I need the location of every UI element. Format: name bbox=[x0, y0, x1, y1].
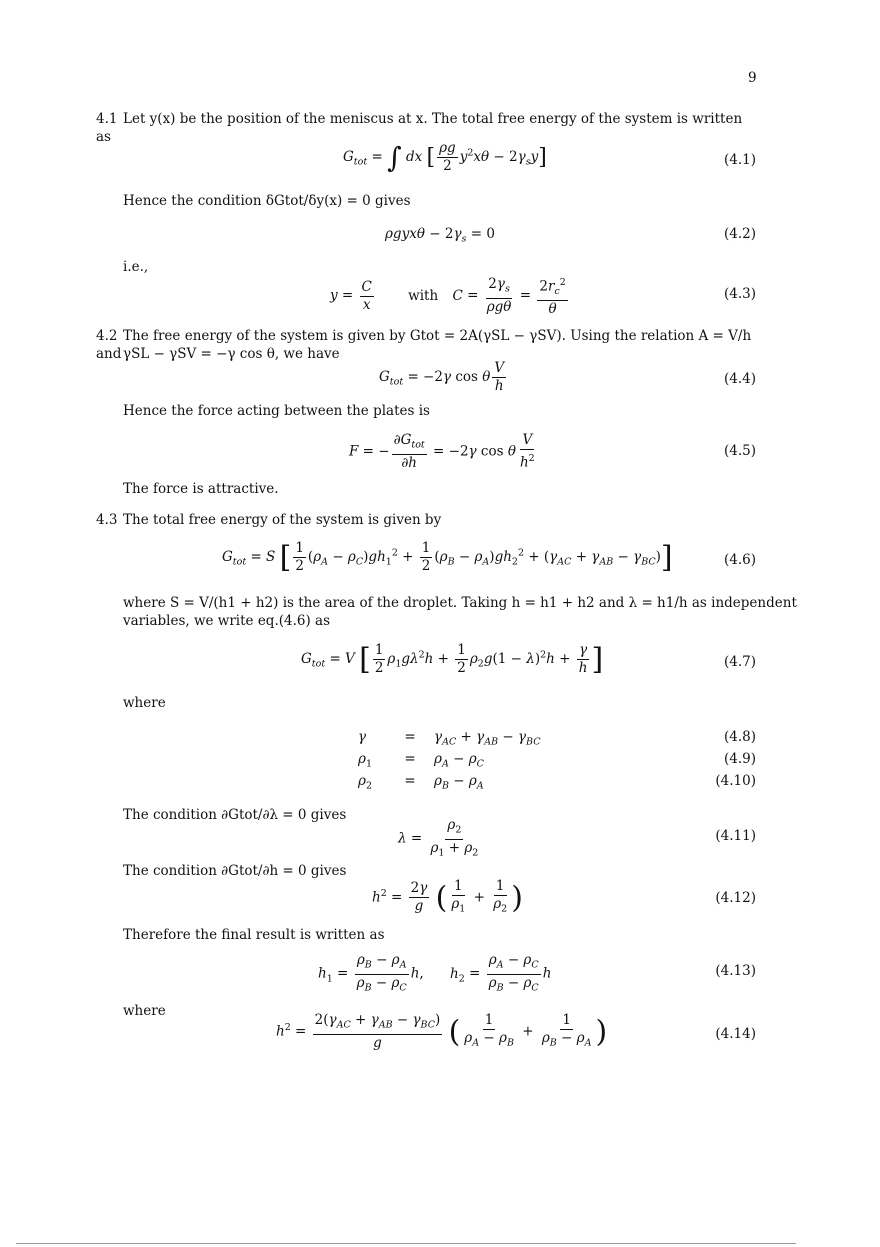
text-4-1-intro: Let y(x) be the position of the meniscus at x. The total free energy of the system is written as bbox=[96, 111, 743, 145]
text-4-3-final: Therefore the final result is written as bbox=[123, 927, 385, 943]
text-with: with bbox=[408, 287, 439, 304]
equation-number-4-4: (4.4) bbox=[723, 371, 756, 387]
equation-number-4-11: (4.11) bbox=[715, 828, 756, 844]
equation-4-14: $h^2$ = $\frac{2(\gamma_{AC} + \gamma_{AB} - \gamma_{BC})}{g}$ ( $\frac{1}{\rho_A - \rho_B}$ + $\frac{1}{\rho_B - \rho_A}$ ) bbox=[276, 1012, 608, 1051]
equation-4-7: $G_{tot} = V$ [ $\frac{1}{2}$ $\rho_1g\lambda^2h$ + $\frac{1}{2}$ $\rho_2g(1 - \lambda)^2h$ + $\frac{\gamma}{h}$ ] bbox=[301, 642, 604, 677]
text-4-3-where2: where bbox=[123, 1003, 166, 1019]
equation-4-8: $\gamma = \gamma_{AC} + \gamma_{AB} - \gamma_{BC}$ bbox=[358, 729, 541, 748]
equation-4-3: y = $\frac{C}{x}$ with C = $\frac{2\gamma_s}{\text{ρgθ}}$ = $\frac{2r_c^2}{\theta}$ bbox=[330, 274, 570, 318]
equation-4-2: $\rho gyx\theta - 2\gamma_s = 0$ bbox=[385, 226, 495, 245]
text-4-3-cond1: The condition ∂Gtot/∂λ = 0 gives bbox=[123, 807, 347, 823]
equation-4-12: $h^2$ = $\frac{2\gamma}{g}$ ( $\frac{1}{\rho_1}$ + $\frac{1}{\rho_2}$ ) bbox=[372, 878, 523, 916]
equation-number-4-3: (4.3) bbox=[723, 286, 756, 302]
equation-number-4-6: (4.6) bbox=[723, 552, 756, 568]
text-4-3-cond2: The condition ∂Gtot/∂h = 0 gives bbox=[123, 863, 347, 879]
item-number-4-2: 4.2 bbox=[96, 328, 118, 344]
equation-number-4-2: (4.2) bbox=[723, 226, 756, 242]
equation-number-4-5: (4.5) bbox=[723, 443, 756, 459]
equation-4-13: $h_1$ = $\frac{\rho_B - \rho_A}{\rho_B - \rho_C}$ h, $h_2$ = $\frac{\rho_A - \rho_C}{\rho_B - \rho_C}$ h bbox=[318, 952, 552, 994]
text-4-1-after2: i.e., bbox=[123, 259, 149, 275]
equation-4-4: $G_{tot} = -2\gamma$ cos θ $\frac{V}{h}$ bbox=[379, 360, 505, 394]
text-4-2-after1: Hence the force acting between the plates is bbox=[123, 403, 430, 419]
equation-4-1: $G_{tot}$ = ∫ dx [ $\frac{\rho g}{2}$ $y^2x\theta - 2\gamma_sy$] bbox=[343, 140, 547, 174]
equation-number-4-1: (4.1) bbox=[723, 152, 756, 168]
equation-4-11: λ = $\frac{\rho_2}{\rho_1 + \rho_2}$ bbox=[398, 817, 479, 859]
text-4-1-after1: Hence the condition δGtot/δy(x) = 0 gives bbox=[123, 193, 411, 209]
equation-number-4-14: (4.14) bbox=[715, 1026, 756, 1042]
item-number-4-1: 4.1 bbox=[96, 111, 118, 127]
equation-number-4-13: (4.13) bbox=[715, 963, 756, 979]
item-number-4-3: 4.3 bbox=[96, 512, 118, 528]
equation-number-4-8: (4.8) bbox=[723, 729, 756, 745]
equation-4-10: $\rho_2 = \rho_B - \rho_A$ bbox=[358, 773, 484, 792]
text-4-2-after2: The force is attractive. bbox=[123, 481, 279, 497]
text-4-2-intro-line2: γSL − γSV = −γ cos θ, we have bbox=[123, 346, 340, 362]
page-number: 9 bbox=[748, 70, 757, 86]
text-4-3-where: where bbox=[123, 695, 166, 711]
equation-number-4-7: (4.7) bbox=[723, 654, 756, 670]
text-4-3-after1-line2: variables, we write eq.(4.6) as bbox=[123, 613, 331, 629]
equation-number-4-12: (4.12) bbox=[715, 890, 756, 906]
equation-4-9: $\rho_1 = \rho_A - \rho_C$ bbox=[358, 751, 484, 770]
equation-4-5: F = − $\frac{\partial G_{tot}}{\partial h}$ = −2γ cos θ $\frac{V}{h^2}$ bbox=[349, 432, 535, 471]
text-4-2-intro-line1: The free energy of the system is given by Gtot = 2A(γSL − γSV). Using the relation A = V/h and bbox=[96, 328, 752, 362]
equation-4-6: $G_{tot} = S$ [ $\frac{1}{2}$ $(\rho_A - \rho_C)gh_1^2$ + $\frac{1}{2}$ $(\rho_B - \rho_A)gh_2^2 + (\gamma_{AC} + \gamma_{AB} - \gamma_{BC})$] bbox=[222, 540, 673, 575]
footer-rule bbox=[16, 1243, 796, 1244]
paragraph-4-3-intro bbox=[96, 511, 760, 529]
equation-number-4-9: (4.9) bbox=[723, 751, 756, 767]
text-4-3-intro: The total free energy of the system is given by bbox=[123, 512, 442, 528]
text-4-3-after1-line1: where S = V/(h1 + h2) is the area of the droplet. Taking h = h1 + h2 and λ = h1/h as independent bbox=[123, 595, 797, 611]
equation-number-4-10: (4.10) bbox=[715, 773, 756, 789]
